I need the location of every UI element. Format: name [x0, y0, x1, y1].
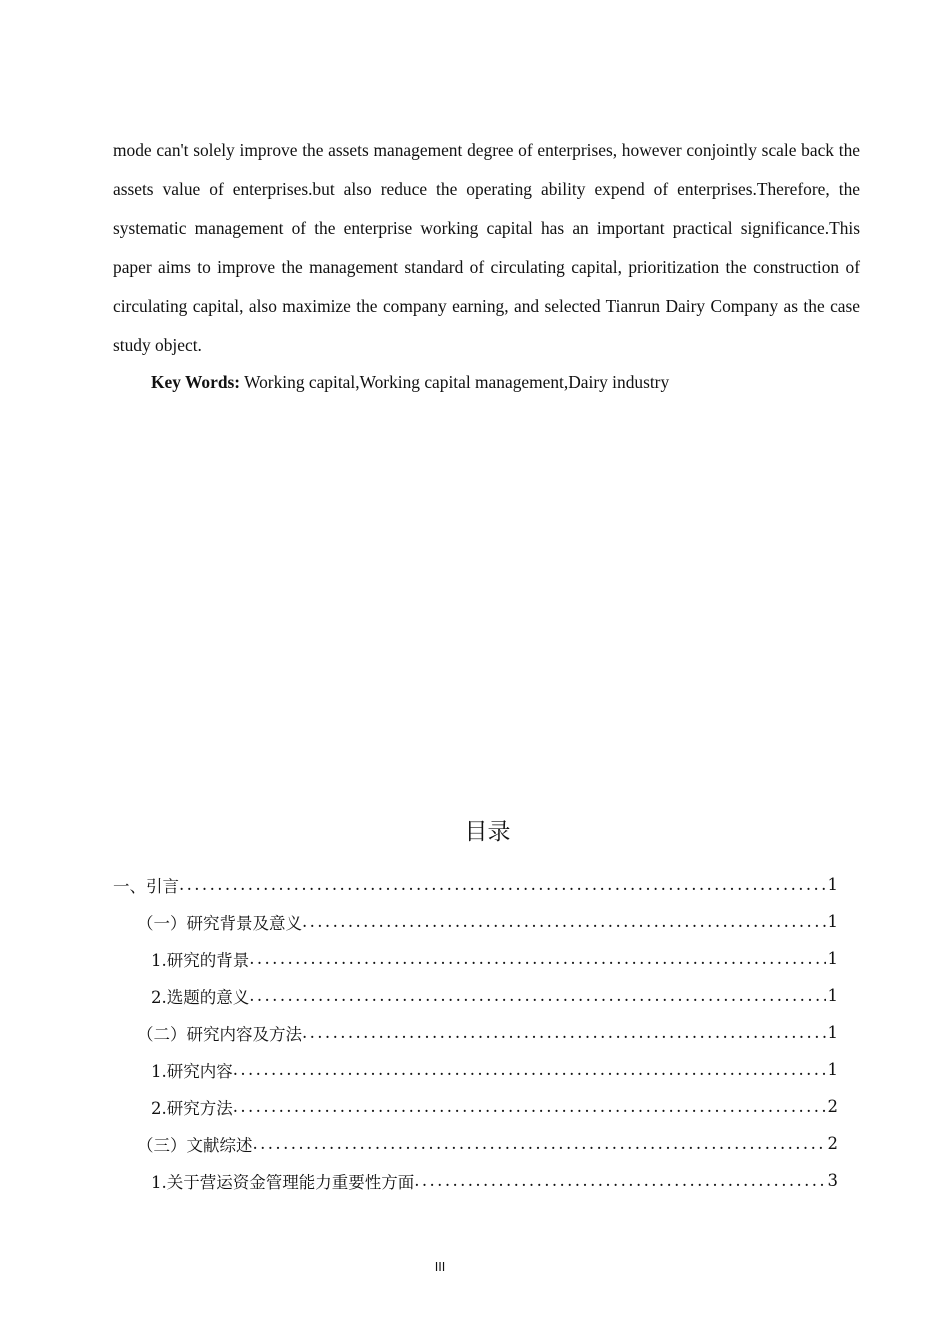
toc-entry-page: 1: [827, 986, 838, 1005]
toc-entry[interactable]: [151, 977, 838, 1014]
toc-entry[interactable]: [151, 940, 838, 977]
toc-entry-page: 1: [827, 1060, 838, 1079]
toc-entry[interactable]: [151, 1088, 838, 1125]
toc-dot-leader: [414, 1171, 825, 1190]
toc-entry[interactable]: [137, 1014, 838, 1051]
toc-title: 目录: [464, 819, 511, 845]
keywords-value: Working capital,Working capital management,Dairy industry: [240, 372, 670, 392]
toc-entry-text: 一、引言: [113, 876, 179, 896]
toc-entry-page: 2: [827, 1134, 838, 1153]
toc-entry-text: 1.关于营运资金管理能力重要性方面: [151, 1172, 415, 1192]
toc-dot-leader: [302, 1023, 826, 1042]
toc-entry[interactable]: [137, 903, 838, 940]
toc-dot-leader: [302, 912, 826, 931]
toc-entry-page: 3: [827, 1171, 838, 1190]
toc-entry[interactable]: [151, 1162, 838, 1199]
toc-dot-leader: [253, 1134, 826, 1153]
toc-dot-leader: [233, 1060, 826, 1079]
abstract-paragraph: mode can't solely improve the assets management degree of enterprises, however conjointly scale back the assets value of enterprises.but also reduce the operating ability expend of enterprises.Therefore, the systematic management of the enterprise working capital has an important practical significance.This paper aims to improve the management standard of circulating capital, prioritization the construction of circulating capital, also maximize the company earning, and selected Tianrun Dairy Company as the case study object.: [113, 140, 860, 355]
toc-entry-text: （一）研究背景及意义: [137, 913, 302, 933]
toc-entry-page: 1: [827, 912, 838, 931]
toc-entry[interactable]: [137, 1125, 838, 1162]
toc-entry[interactable]: [151, 1051, 838, 1088]
toc-entry-text: 1.研究内容: [151, 1061, 233, 1081]
toc-entry-page: 1: [827, 1023, 838, 1042]
toc-entry-text: （二）研究内容及方法: [137, 1024, 302, 1044]
keywords-label: Key Words:: [151, 372, 241, 392]
toc-entry-page: 1: [827, 949, 838, 968]
page-number: III: [434, 1260, 446, 1274]
toc-dot-leader: [249, 986, 825, 1005]
toc-entry-text: 2.研究方法: [151, 1098, 233, 1118]
toc-dot-leader: [179, 875, 826, 894]
toc-entry-text: 1.研究的背景: [151, 950, 250, 970]
toc-entry-text: （三）文献综述: [137, 1135, 253, 1155]
toc-dot-leader: [249, 949, 825, 968]
toc-entry-page: 2: [827, 1097, 838, 1116]
toc-dot-leader: [233, 1097, 826, 1116]
keywords-line: [151, 364, 860, 400]
toc-entry-page: 1: [827, 875, 838, 894]
toc-entry[interactable]: [113, 866, 838, 903]
toc-entry-text: 2.选题的意义: [151, 987, 250, 1007]
